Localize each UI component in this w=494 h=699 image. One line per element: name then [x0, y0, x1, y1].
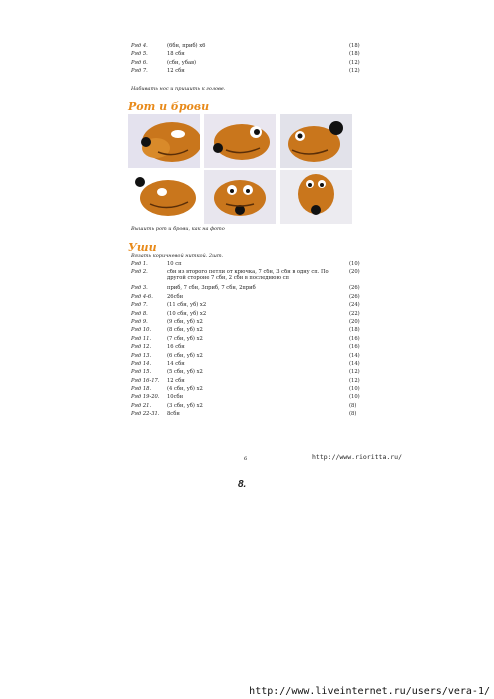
site-url[interactable]: http://www.rioritta.ru/ [312, 453, 403, 461]
table-row [122, 377, 410, 385]
row-description: 10сбн [167, 394, 184, 401]
page-label: 8. [238, 479, 247, 490]
photo-5 [204, 170, 276, 224]
section-title-mouth: Рот и брови [128, 100, 210, 113]
table-row [122, 67, 410, 75]
row-description: 12 сбн [167, 68, 185, 75]
table-row [122, 42, 410, 50]
row-number: Ряд 14. [131, 360, 152, 367]
row-description: (5 сбн, уб) х2 [167, 369, 203, 376]
row-number: Ряд 13. [131, 352, 152, 359]
row-stitch-count: (20) [349, 269, 360, 276]
row-number: Ряд 7. [131, 302, 148, 309]
row-stitch-count: (18) [349, 43, 360, 49]
row-number: Ряд 10. [131, 327, 152, 334]
row-description: (сбн, убав) [167, 59, 197, 66]
photo-2 [204, 114, 276, 168]
row-description: 16 сбн [167, 344, 185, 351]
table-row [122, 318, 410, 326]
photo-3 [280, 114, 352, 168]
row-number: Ряд 16-17. [131, 377, 160, 384]
row-description: 8сбн [167, 411, 180, 418]
table-row [122, 284, 410, 292]
table-row [122, 50, 410, 58]
row-description: (8 сбн, уб) х2 [167, 327, 203, 334]
photo-caption: Вышить рот и брови, как на фото [131, 226, 225, 232]
row-number: Ряд 15. [131, 369, 152, 376]
table-row [122, 410, 410, 418]
row-description: (9 сбн, уб) х2 [167, 318, 203, 325]
row-stitch-count: (10) [349, 386, 360, 393]
table-row [122, 385, 410, 393]
row-stitch-count: (8) [349, 411, 357, 418]
table-row [122, 260, 410, 268]
row-stitch-count: (20) [349, 318, 360, 325]
row-number: Ряд 9. [131, 318, 148, 325]
row-stitch-count: (12) [349, 369, 360, 376]
row-description: сбн из второго петли от крючка, 7 сбн, 3 сбн в одну сп. По другой стороне 7 сбн, 2 сбн в последнюю сп [167, 269, 329, 282]
row-number: Ряд 19-20. [131, 394, 160, 401]
row-stitch-count: (16) [349, 344, 360, 351]
row-description: (6 сбн, уб) х2 [167, 352, 203, 359]
row-stitch-count: (16) [349, 335, 360, 342]
row-stitch-count: (26) [349, 285, 360, 292]
row-number: Ряд 12. [131, 344, 152, 351]
ear-rows-table [122, 260, 410, 419]
row-number: Ряд 21. [131, 402, 152, 409]
table-row [122, 352, 410, 360]
row-stitch-count: (26) [349, 293, 360, 300]
table-row [122, 393, 410, 401]
row-description: (7 сбн, уб) х2 [167, 335, 203, 342]
row-number: Ряд 11. [131, 335, 152, 342]
row-description: 14 сбн [167, 360, 185, 367]
table-row [122, 326, 410, 334]
row-number: Ряд 22-31. [131, 411, 160, 418]
table-row [122, 59, 410, 67]
table-row [122, 343, 410, 351]
row-description: (6бн, приб) х6 [167, 43, 206, 49]
row-stitch-count: (18) [349, 327, 360, 334]
table-row [122, 335, 410, 343]
table-row [122, 301, 410, 309]
row-stitch-count: (12) [349, 377, 360, 384]
row-description: 12 сбн [167, 377, 185, 384]
row-stitch-count: (12) [349, 59, 360, 66]
table-row [122, 402, 410, 410]
row-description: 18 сбн [167, 51, 185, 58]
page-number: 6 [244, 456, 248, 462]
row-stitch-count: (8) [349, 402, 357, 409]
row-stitch-count: (14) [349, 352, 360, 359]
row-number: Ряд 7. [131, 68, 148, 75]
footer-url[interactable]: http://www.liveinternet.ru/users/vera-1/ [249, 686, 490, 697]
row-number: Ряд 6. [131, 59, 148, 66]
row-stitch-count: (10) [349, 394, 360, 401]
row-description: (11 сбн, уб) х2 [167, 302, 207, 309]
row-number: Ряд 4-6. [131, 293, 153, 300]
row-description: (3 сбн, уб) х2 [167, 402, 203, 409]
row-description: 10 сп [167, 261, 182, 267]
row-number: Ряд 2. [131, 269, 148, 276]
top-rows-table [122, 42, 410, 76]
row-number: Ряд 1. [131, 261, 148, 267]
table-row [122, 360, 410, 368]
table-row [122, 268, 410, 284]
row-description: 26сбн [167, 293, 184, 300]
row-stitch-count: (10) [349, 261, 360, 267]
photo-4 [128, 170, 200, 224]
section-title-ears: Уши [128, 241, 157, 254]
row-stitch-count: (22) [349, 310, 360, 317]
table-row [122, 310, 410, 318]
row-stitch-count: (18) [349, 51, 360, 58]
row-stitch-count: (12) [349, 68, 360, 75]
row-description: (4 сбн, уб) х2 [167, 386, 203, 393]
table-row [122, 368, 410, 376]
row-number: Ряд 8. [131, 310, 148, 317]
row-number: Ряд 3. [131, 285, 148, 292]
row-number: Ряд 5. [131, 51, 148, 58]
photo-1 [128, 114, 200, 168]
row-stitch-count: (24) [349, 302, 360, 309]
document-page [122, 36, 410, 468]
top-note: Набивать нос и пришить к голове. [131, 86, 226, 92]
row-description: приб, 7 сбн, 3приб, 7 сбн, 2приб [167, 285, 256, 292]
row-stitch-count: (14) [349, 360, 360, 367]
row-number: Ряд 4. [131, 43, 148, 49]
row-description: (10 сбн, уб) х2 [167, 310, 207, 317]
row-number: Ряд 18. [131, 386, 152, 393]
ears-intro: Вязать коричневой ниткой. 2шт. [131, 253, 224, 259]
photo-6 [280, 170, 352, 224]
table-row [122, 293, 410, 301]
